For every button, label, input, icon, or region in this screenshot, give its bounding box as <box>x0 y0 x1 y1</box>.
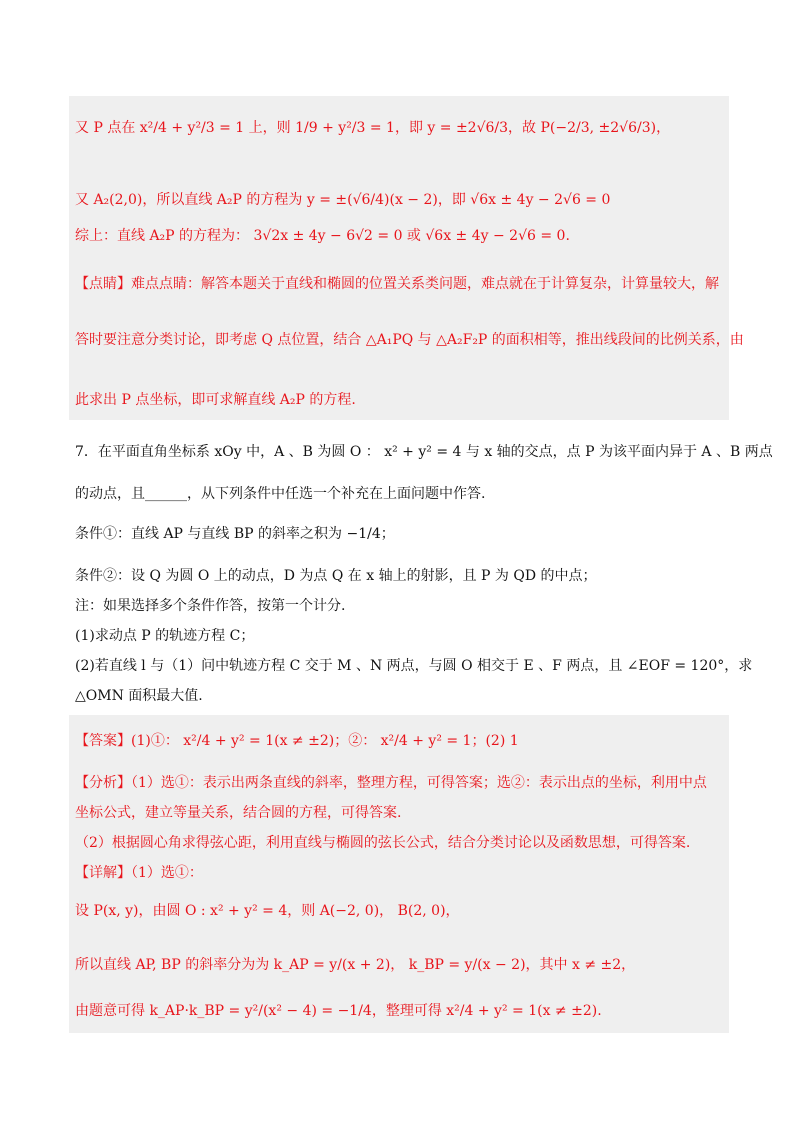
note-line-1 <box>75 274 719 294</box>
answer-text: (1)①： x²/4 + y² = 1(x ≠ ±2)；②： x²/4 + y² = 1；(2) 1 <box>131 733 519 749</box>
condition-2: 条件②：设 Q 为圆 O 上的动点，D 为点 Q 在 x 轴上的射影，且 P 为 QD 的中点； <box>75 568 597 584</box>
detail-line-3: 由题意可得 k_AP·k_BP = y²/(x² − 4) = −1/4，整理可得 x²/4 + y² = 1(x ≠ ±2). <box>75 1003 602 1019</box>
answer-block <box>69 715 729 1033</box>
prev-solution-block <box>69 96 744 420</box>
note: 注：如果选择多个条件作答，按第一个计分. <box>75 598 346 614</box>
note-text-1: 难点点睛：解答本题关于直线和椭圆的位置关系类问题，难点就在于计算复杂，计算量较大，解 <box>131 276 719 292</box>
answer-line <box>75 731 519 751</box>
question-line-1: 7．在平面直角坐标系 xOy 中，A 、B 为圆 O ： x² + y² = 4 与 x 轴的交点，点 P 为该平面内异于 A 、B 两点 <box>75 444 773 460</box>
subquestion-2-cont: △OMN 面积最大值. <box>75 688 203 704</box>
analysis-line-3: （2）根据圆心角求得弦心距，利用直线与椭圆的弦长公式，结合分类讨论以及函数思想，可得答案. <box>75 835 691 851</box>
condition-1: 条件①：直线 AP 与直线 BP 的斜率之积为 −1/4； <box>75 526 395 542</box>
analysis-label: 【分析】 <box>75 775 131 791</box>
analysis-text-1: （1）选①：表示出两条直线的斜率，整理方程，可得答案；选②：表示出点的坐标，利用中点 <box>131 775 707 791</box>
detail-label: 【详解】 <box>75 865 131 881</box>
solution-line-3: 综上：直线 A₂P 的方程为： 3√2x ± 4y − 6√2 = 0 或 √6x ± 4y − 2√6 = 0. <box>75 228 570 244</box>
answer-label: 【答案】 <box>75 733 131 749</box>
note-label: 【点睛】 <box>75 276 131 292</box>
detail-head: （1）选①： <box>131 865 203 881</box>
note-line-3: 此求出 P 点坐标，即可求解直线 A₂P 的方程. <box>75 392 356 408</box>
subquestion-2: (2)若直线 l 与（1）问中轨迹方程 C 交于 M 、N 两点，与圆 O 相交于 E 、F 两点，且 ∠EOF = 120°，求 <box>75 658 753 674</box>
detail-line-1: 设 P(x, y)，由圆 O : x² + y² = 4，则 A(−2, 0)， B(2, 0)， <box>75 903 460 919</box>
solution-line-1: 又 P 点在 x²/4 + y²/3 = 1 上，则 1/9 + y²/3 = 1，即 y = ±2√6/3，故 P(−2/3, ±2√6/3)， <box>75 120 671 136</box>
detail-line-2: 所以直线 AP, BP 的斜率分为为 k_AP = y/(x + 2)， k_BP = y/(x − 2)，其中 x ≠ ±2， <box>75 957 636 973</box>
subquestion-1: (1)求动点 P 的轨迹方程 C； <box>75 628 255 644</box>
question-line-2: 的动点，且______，从下列条件中任选一个补充在上面问题中作答. <box>75 486 486 502</box>
question-7 <box>69 430 773 710</box>
analysis-line-1 <box>75 773 707 793</box>
solution-line-2: 又 A₂(2,0)，所以直线 A₂P 的方程为 y = ±(√6/4)(x − 2)，即 √6x ± 4y − 2√6 = 0 <box>75 192 611 208</box>
note-line-2: 答时要注意分类讨论，即考虑 Q 点位置，结合 △A₁PQ 与 △A₂F₂P 的面积相等，推出线段间的比例关系，由 <box>75 332 744 348</box>
detail-line-head <box>75 863 203 883</box>
analysis-line-2: 坐标公式，建立等量关系，结合圆的方程，可得答案. <box>75 805 402 821</box>
